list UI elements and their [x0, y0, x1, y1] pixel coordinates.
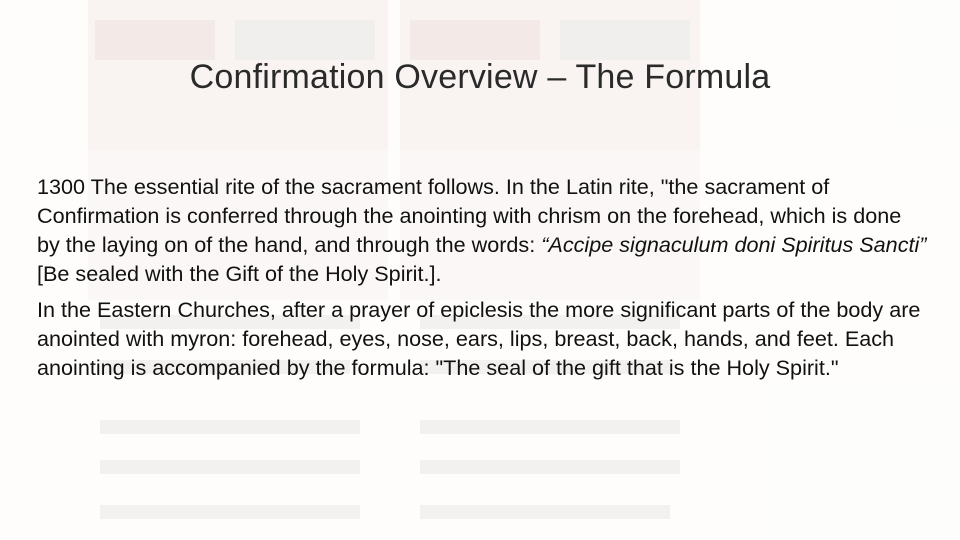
paragraph-1-text: 1300 The essential rite of the sacrament follows. In the Latin rite, "the sacrament of Confirmation is conferred through the anointing with chrism on the forehead, which is done by the laying on of the hand, and through the words: — [37, 174, 902, 257]
paragraph-eastern-churches: In the Eastern Churches, after a prayer of epiclesis the more significant parts of the body are anointed with myron: forehead, eyes, nose, ears, lips, breast, back, hands, and feet. Each anointing is accompanied by the formula: "The seal of the gift that is the Holy Spirit." — [37, 297, 921, 380]
slide-body — [37, 172, 927, 389]
slide-title: Confirmation Overview – The Formula — [189, 58, 771, 96]
paragraph-latin-rite — [37, 172, 927, 288]
paragraph-1-translation: [Be sealed with the Gift of the Holy Spirit.]. — [37, 261, 442, 286]
latin-formula: “Accipe signaculum doni Spiritus Sancti” — [541, 232, 927, 257]
